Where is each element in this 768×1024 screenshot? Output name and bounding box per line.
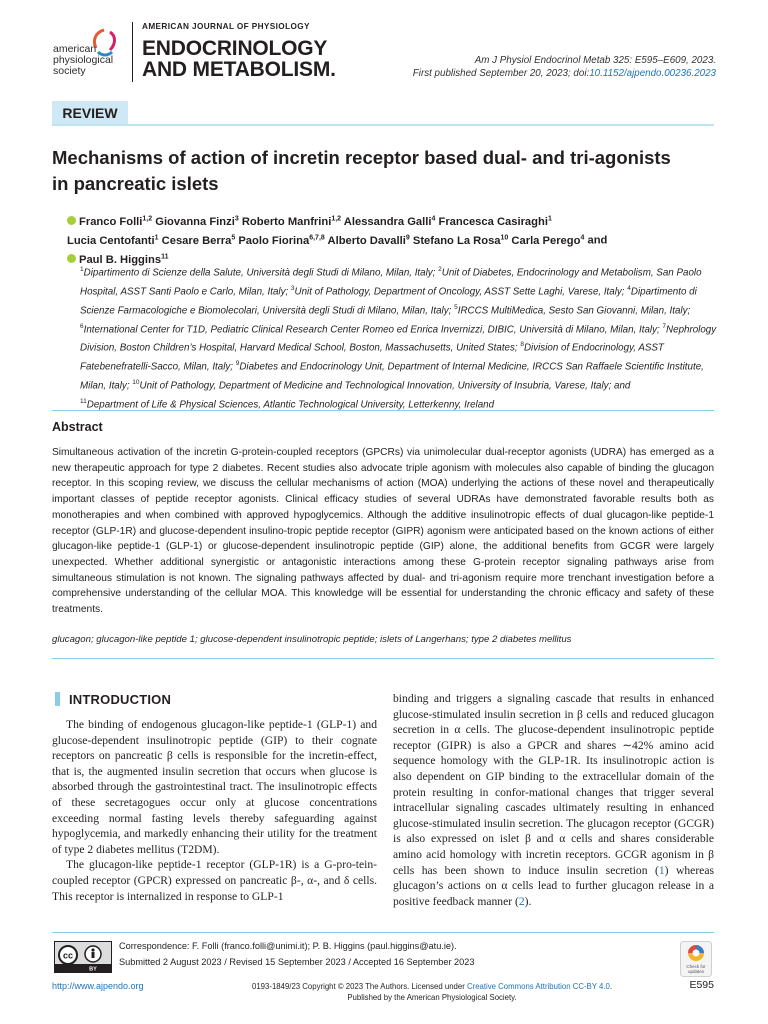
citation-line: Am J Physiol Endocrinol Metab 325: E595–E609, 2023. [474,55,716,66]
journal-url-link[interactable]: http://www.ajpendo.org [52,981,144,991]
paragraph [393,691,714,909]
affiliation-number: 5 [454,303,458,311]
author-affiliation-marker: 1 [547,215,552,222]
affiliation-number: 7 [662,322,667,330]
author-name-text: Paul B. Higgins [79,254,162,267]
correspondence: Correspondence: F. Folli (franco.folli@unimi.it); P. B. Higgins (paul.higgins@atu.ie). [119,941,457,951]
affiliation-text: Department of Life & Physical Sciences, Atlantic Technological University, Letterkenny, Ireland [86,399,495,411]
society-line-1: american [53,43,97,55]
author-name-text: Paolo Fiorina [238,234,310,247]
copyright-text: 0193-1849/23 Copyright © 2023 The Authors. Licensed under [252,982,467,991]
author-name[interactable] [162,235,236,247]
paragraph-text: binding and triggers a signaling cascade that results in enhanced glucose-stimulated insulin secretion in β cells and reduced glucagon secretion in α cells. The glucose-dependent insulinotropic peptide receptor (GIPR) is also a GPCR and shares ∼42% amino acid sequence homology with the GLP-1R. Its insulinotropic action is also dependent on GIP binding to the extracellular domain of the protein resulting in confor-mational changes that trigger several intracellular signaling cascades ultimately resulting in enhanced glucose-stimulated insulin secretion. The glucagon receptor (GCGR) is also expressed on islet β and α cells and shares considerable amino acid homology with incretin receptors. GCGR agonism in β cells has been shown to induce insulin secretion ( [393,692,714,877]
author-name-text: Alberto Davalli [327,234,406,247]
update-badge-line-2: updates [687,969,705,974]
author-affiliation-marker: 5 [231,234,236,242]
publication-line [413,68,716,79]
society-line-2: physiological [53,54,114,66]
author-name[interactable] [328,235,410,247]
society-line-3: society [53,65,86,77]
header-rule [52,124,714,126]
author-affiliation-marker: 3 [234,215,239,222]
affiliation-number: 10 [132,379,140,387]
affiliation-text: Unit of Pathology, Department of Oncology, ASST Sette Laghi, Varese, Italy; [294,286,628,298]
affiliation-number: 1 [80,266,84,273]
affiliation-text: Division of Endocrinology, ASST Fatebenefratelli-Sacco, Milan, Italy; [80,342,664,373]
body-column-left [52,717,377,904]
license-line [232,981,632,992]
affiliation-number: 2 [438,266,442,273]
reference-link[interactable]: 2 [518,894,525,908]
author-name[interactable] [438,216,551,228]
affiliation-number: 4 [627,284,631,292]
author-name[interactable] [413,235,508,247]
journal-name-line-1: ENDOCRINOLOGY [142,37,328,60]
author-affiliation-marker: 4 [431,215,436,222]
paragraph-text: ) whereas glucagon’s actions on α cells lead to further glucagon release in a positive feedback manner ( [393,863,714,908]
publisher-line: Published by the American Physiological Society. [347,993,517,1002]
keywords: glucagon; glucagon-like peptide 1; glucose-dependent insulinotropic peptide; islets of Langerhans; type 2 diabetes mellitus [52,634,572,645]
author-affiliation-marker: 4 [580,234,585,242]
affiliation-text: Nephrology Division, Boston Children’s Hospital, Harvard Medical School, Boston, Massachusetts, United States; [80,323,717,354]
author-name-text: Roberto Manfrini [241,215,332,228]
author-name-text: Franco Folli [79,215,143,228]
author-affiliation-marker: 1,2 [142,215,153,222]
license-link[interactable]: Creative Commons Attribution CC-BY 4.0 [466,982,610,991]
affiliation-text: International Center for T1D, Pediatric Clinical Research Center Romeo ed Enrica Invernizzi, DIBIC, Università di Milano, Milan, Italy; [83,323,663,335]
abstract-heading: Abstract [52,420,103,434]
submission-dates: Submitted 2 August 2023 / Revised 15 September 2023 / Accepted 16 September 2023 [119,957,475,967]
svg-text:cc: cc [62,950,74,961]
author-affiliation-marker: 1,2 [331,215,342,222]
affiliation-text: Unit of Diabetes, Endocrinology and Metabolism, San Paolo Hospital, ASST Santi Paolo e Carlo, Milan, Italy; [80,267,702,298]
reference-link[interactable]: 1 [658,863,665,877]
article-title: Mechanisms of action of incretin receptor based dual- and tri-agonists in pancreatic islets [52,147,671,194]
introduction-heading: INTRODUCTION [69,692,172,707]
abstract-text: Simultaneous activation of the incretin G-protein-coupled receptors (GPCRs) via unimolecular dual-receptor agonists (UDRA) has emerged as a new therapeutic approach for type 2 diabetes. Recent studies also advocate triple agonism with molecules also capable of binding the glucagon receptor. In this scoping review, we discuss the cellular mechanisms of action (MOA) underlying the actions of these novel and therapeutically important classes of peptide receptor agonists. Clinical efficacy studies of several UDRAs have demonstrated favorable results both as monotherapies and when combined with approved hypoglycemics. Although the additive insulinotropic effects of dual glucagon-like peptide-1 receptor (GLP-1R) and glucose-dependent insulino-tropic peptide receptor (GIPR) agonism were anticipated based on the known actions of either glucagon-like peptide-1 (GLP-1) or glucose-dependent insulinotropic peptide (GIP) alone, the additional benefits from GCGR were largely unexpected. Whether additional synergistic or antagonistic interactions among these G-protein receptor signaling pathways arise from simultaneous stimulation is not known. The signaling pathways affected by dual- and tri-agonism require more trenchant investigation before a comprehensive understanding of the cellular MOA. This knowledge will be essential for understanding the chronic efficacy and safety of these treatments. [52,447,714,616]
footer-rule [52,932,714,933]
author-name-text: Lucia Centofanti [67,234,155,247]
section-marker [55,692,60,706]
paragraph-text: ). [524,894,532,908]
author-name-text: Carla Perego [511,234,581,247]
body-column-right [393,691,714,909]
author-name[interactable] [344,216,436,228]
affiliation-number: 3 [290,284,295,292]
affiliation-text: Dipartimento di Scienze della Salute, Università degli Studi di Milano, Milan, Italy; [83,267,439,279]
author-list: Franco Folli$^{1,2}$ Giovanna Finzi$^3$ Roberto Manfrini$^{1,2}$ Alessandra Galli$^4$ Francesca Casiraghi$^1$ Lucia Centofanti$^1$ Cesare Berra$^5$ Paolo Fiorina$^{6,7,8}$ Alberto Davalli$^9$ Stefano La Rosa$^{10}$ Carla Perego$^4$ and Paul B. Higgins$^{11}$ [67,215,608,267]
author-name[interactable] [155,216,238,228]
author-name-text: Francesca Casiraghi [438,215,548,228]
affiliation-number: 11 [80,398,87,406]
cc-by-license-icon[interactable] [54,941,112,973]
author-affiliation-marker: 6,7,8 [309,234,325,242]
section-rule [52,410,714,411]
affiliation-number: 6 [80,322,84,330]
paragraph: The binding of endogenous glucagon-like peptide-1 (GLP-1) and glucose-dependent insulinotropic peptide (GIP) to their cognate receptors on pancreatic β cells is responsible for the incretin-effect, that is, the augmented insulin secretion that occurs when glucose is absorbed through the gastrointestinal tract. The insulinotropic effects of these secretagogues occur only at glucose concentrations exceeding normal fasting levels thereby safeguarding against hypoglycemia, and markedly enhancing their utility for the treatment of type 2 diabetes mellitus (T2DM). [52,718,377,856]
author-affiliation-marker: 1 [154,234,159,242]
author-name-text: Giovanna Finzi [155,215,235,228]
journal-series: AMERICAN JOURNAL OF PHYSIOLOGY [142,22,310,31]
affiliation-text: IRCCS MultiMedica, Sesto San Giovanni, Milan, Italy; [457,304,691,316]
orcid-icon[interactable] [67,216,76,225]
page-number: E595 [689,979,714,991]
orcid-icon[interactable] [67,254,76,263]
journal-name-line-2: AND METABOLISM. [142,58,336,81]
author-affiliation-marker: 10 [500,234,509,242]
author-name[interactable] [242,216,341,228]
update-badge-line-1: Check for [686,964,706,969]
author-affiliation-marker: 9 [405,234,410,242]
paragraph: The glucagon-like peptide-1 receptor (GLP-1R) is a G-pro-tein-coupled receptor (GPCR) expressed on pancreatic β-, α-, and δ cells. This receptor is internalized in response to GLP-1 [52,858,377,903]
author-name-text: Stefano La Rosa [412,234,501,247]
affiliation-text: Diabetes and Endocrinology Unit, Department of Internal Medicine, IRCCS San Raffaele Scientific Institute, Milan, Italy; [80,361,704,392]
society-wordmark [53,44,113,77]
affiliation-text: Unit of Pathology, Department of Medicine and Technological Innovation, University of Insubria, Varese, Italy; and [139,380,631,392]
author-name[interactable] [511,235,584,247]
affiliation-text: Dipartimento di Scienze Farmacologiche e Biomolecolari, Università degli Studi di Milano, Milan, Italy; [80,286,697,316]
copyright-notice [232,981,632,1003]
affiliation-number: 9 [235,360,240,368]
publication-date: First published September 20, 2023; doi: [412,68,590,79]
author-name-text: Cesare Berra [161,234,232,247]
header-divider [132,22,133,82]
author-name[interactable] [67,216,152,228]
author-name[interactable] [238,235,324,247]
author-name[interactable] [67,235,159,247]
doi-link[interactable]: 10.1152/ajpendo.00236.2023 [589,68,716,79]
affiliation-number: 8 [520,341,524,349]
author-affiliation-marker: 11 [161,253,169,261]
check-for-updates-icon[interactable] [680,941,712,977]
author-name-text: Alessandra Galli [343,215,432,228]
svg-text:BY: BY [89,966,97,973]
section-rule [52,658,714,659]
article-type-badge: REVIEW [52,101,128,126]
affiliations [80,262,720,413]
copyright-text-end: . [609,982,612,991]
